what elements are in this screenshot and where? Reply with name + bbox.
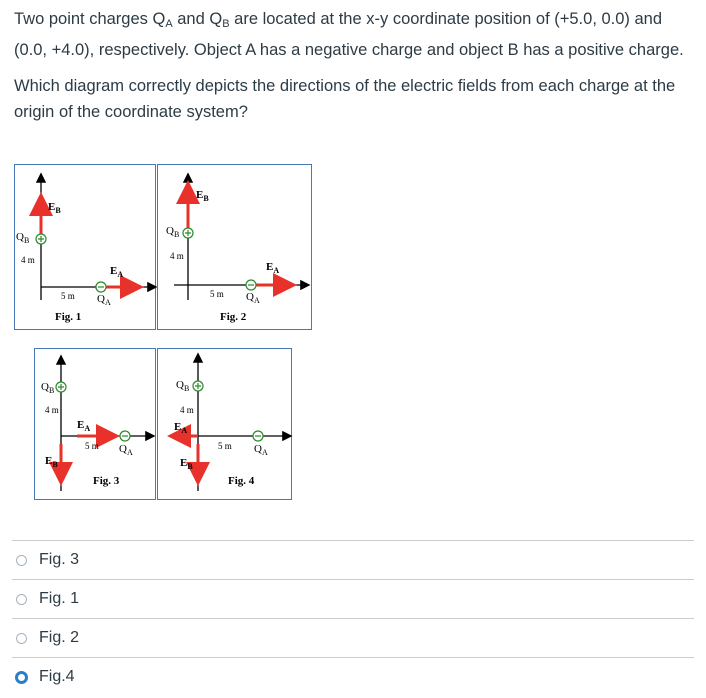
qa-label: $Q_A$ [254, 443, 268, 458]
figure-2 [157, 164, 312, 330]
distance-x: 5 m [210, 289, 224, 299]
figure-2-drawing [158, 165, 313, 331]
answer-label: Fig. 2 [39, 629, 80, 646]
q-sub-a: A [165, 18, 173, 30]
qb-label: $Q_B$ [41, 381, 55, 396]
eb-label: $E_B$ [45, 455, 58, 470]
answer-option[interactable] [12, 618, 694, 657]
distance-x: 5 m [85, 441, 99, 451]
answer-list [12, 540, 694, 696]
ea-label: $E_A$ [174, 421, 188, 436]
answer-option[interactable] [12, 540, 694, 579]
figure-caption: Fig. 3 [93, 475, 120, 487]
q-text-part: and Q [172, 10, 223, 28]
radio-button[interactable] [16, 633, 27, 644]
eb-label: $E_B$ [196, 189, 209, 204]
question-text [14, 6, 694, 135]
figure-caption: Fig. 2 [220, 311, 247, 323]
qb-label: $Q_B$ [16, 231, 30, 246]
eb-label: $E_B$ [48, 201, 61, 216]
radio-button[interactable] [16, 594, 27, 605]
ea-label: $E_A$ [110, 265, 124, 280]
answer-label: Fig. 1 [39, 590, 80, 607]
eb-label: $E_B$ [180, 457, 193, 472]
figure-caption: Fig. 1 [55, 311, 82, 323]
q-text-part: are located at the x-y coordinate position of (+5.0, 0.0) and (0.0, +4.0), respectively. Object A has a negative charge and object B has a positive charge. [14, 10, 684, 59]
answer-option-selected[interactable] [12, 657, 694, 696]
figure-3 [34, 348, 156, 500]
qa-label: $Q_A$ [97, 293, 111, 308]
distance-y: 4 m [21, 255, 35, 265]
distance-x: 5 m [218, 441, 232, 451]
qa-label: $Q_A$ [119, 443, 133, 458]
qb-label: $Q_B$ [166, 225, 180, 240]
q-text-part: Two point charges Q [14, 10, 166, 28]
distance-y: 4 m [180, 405, 194, 415]
ea-label: $E_A$ [77, 419, 91, 434]
radio-button-selected[interactable] [15, 671, 28, 684]
figure-1-drawing [15, 165, 157, 331]
distance-y: 4 m [170, 251, 184, 261]
answer-option[interactable] [12, 579, 694, 618]
answer-label: Fig. 3 [39, 551, 80, 568]
distance-y: 4 m [45, 405, 59, 415]
figure-grid [0, 160, 706, 510]
radio-button[interactable] [16, 555, 27, 566]
question-statement [14, 6, 694, 63]
q-sub-b: B [222, 18, 230, 30]
ea-label: $E_A$ [266, 261, 280, 276]
distance-x: 5 m [61, 291, 75, 301]
question-prompt: Which diagram correctly depicts the directions of the electric fields from each charge at the origin of the coordinate system? [14, 77, 676, 121]
figure-1 [14, 164, 156, 330]
qb-label: $Q_B$ [176, 379, 190, 394]
figure-caption: Fig. 4 [228, 475, 255, 487]
figure-4 [157, 348, 292, 500]
answer-label: Fig.4 [39, 668, 75, 685]
qa-label: $Q_A$ [246, 291, 260, 306]
